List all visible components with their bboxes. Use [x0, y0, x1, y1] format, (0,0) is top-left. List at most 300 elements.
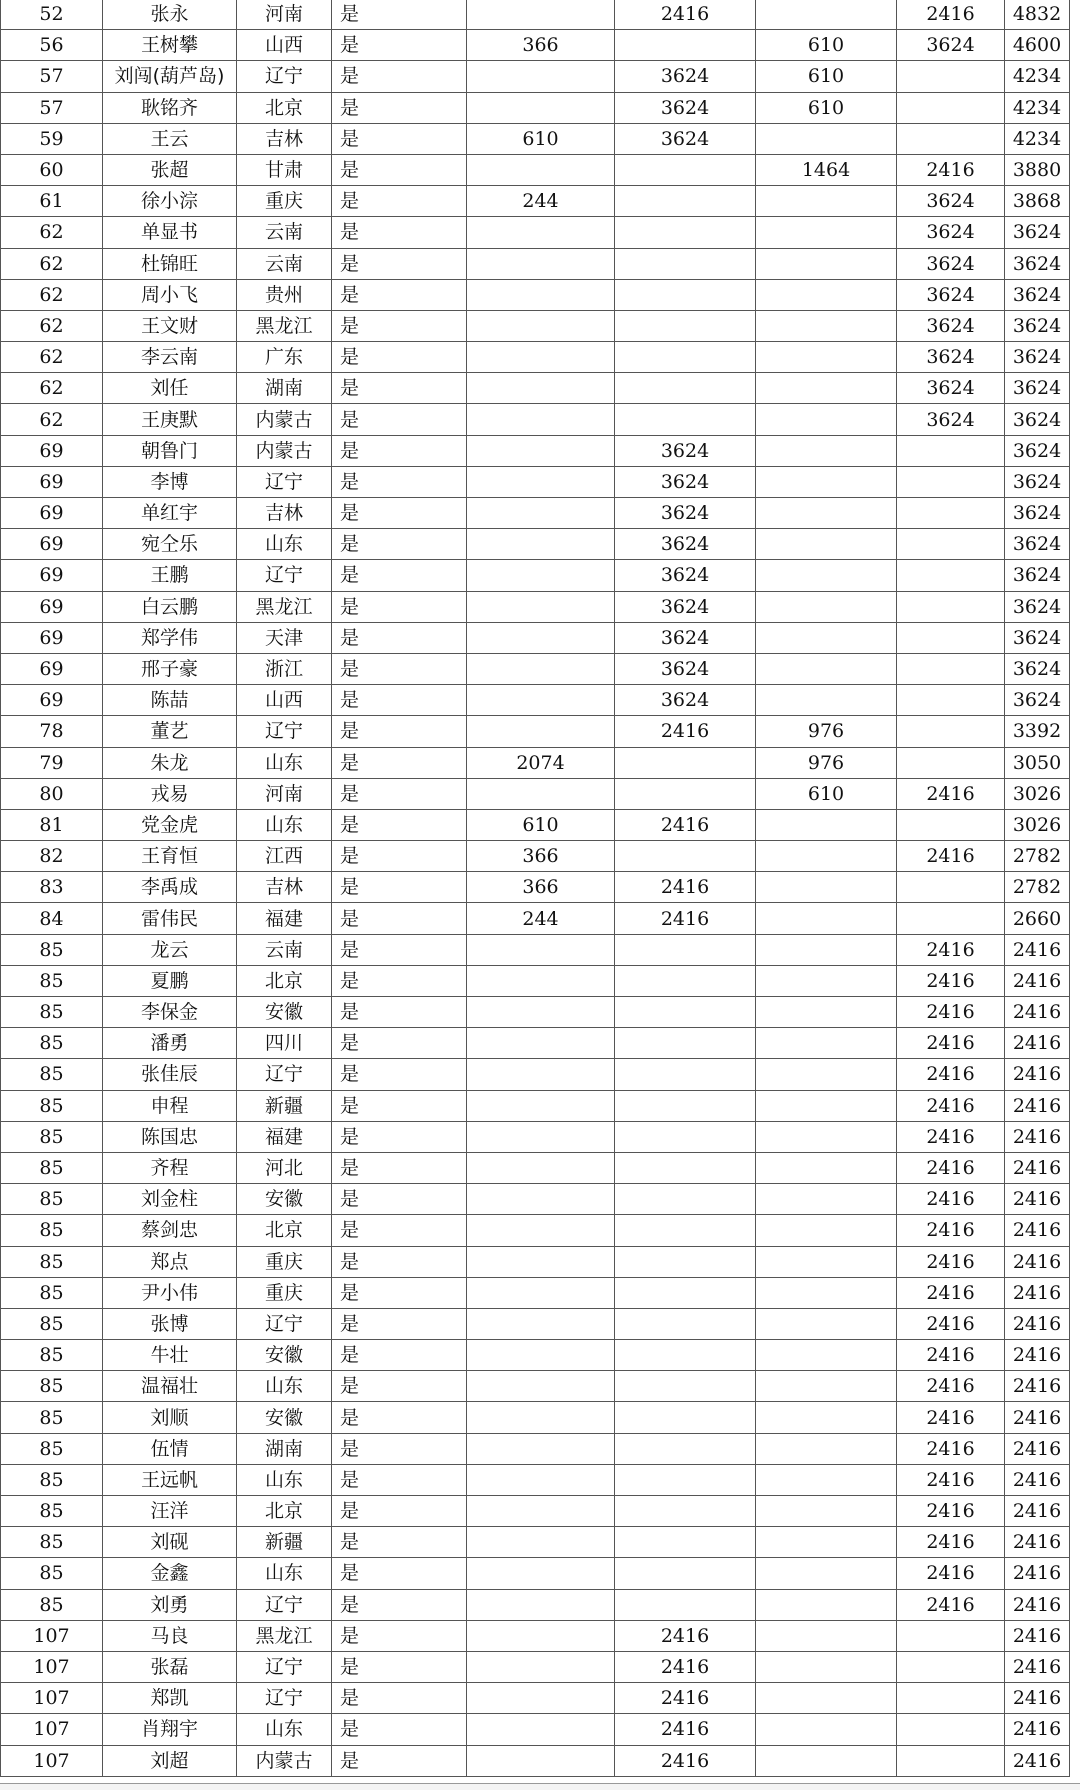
score-b-cell	[615, 1277, 756, 1308]
rank-cell: 62	[1, 404, 103, 435]
score-a-cell	[467, 1433, 615, 1464]
name-cell: 杜锦旺	[103, 248, 237, 279]
rank-cell: 85	[1, 1464, 103, 1495]
province-cell: 安徽	[237, 1184, 332, 1215]
score-a-cell	[467, 1371, 615, 1402]
score-d-cell: 3624	[897, 30, 1005, 61]
score-c-cell	[756, 809, 897, 840]
province-cell: 辽宁	[237, 466, 332, 497]
score-a-cell	[467, 1620, 615, 1651]
total-cell: 3624	[1005, 248, 1070, 279]
score-b-cell: 3624	[615, 591, 756, 622]
score-c-cell	[756, 1371, 897, 1402]
score-c-cell	[756, 1402, 897, 1433]
table-row	[1, 154, 1070, 185]
score-a-cell	[467, 1121, 615, 1152]
province-cell: 河南	[237, 778, 332, 809]
score-c-cell	[756, 1028, 897, 1059]
total-cell: 3624	[1005, 685, 1070, 716]
score-d-cell: 2416	[897, 841, 1005, 872]
score-b-cell	[615, 1028, 756, 1059]
score-a-cell	[467, 778, 615, 809]
score-d-cell: 2416	[897, 1464, 1005, 1495]
score-a-cell: 366	[467, 872, 615, 903]
province-cell: 辽宁	[237, 1308, 332, 1339]
table-row	[1, 1308, 1070, 1339]
score-b-cell	[615, 1090, 756, 1121]
name-cell: 宛仝乐	[103, 529, 237, 560]
flag-cell: 是	[332, 1340, 467, 1371]
name-cell: 朱龙	[103, 747, 237, 778]
rank-cell: 85	[1, 1152, 103, 1183]
total-cell: 3624	[1005, 435, 1070, 466]
table-row	[1, 1714, 1070, 1745]
rank-cell: 85	[1, 934, 103, 965]
total-cell: 2416	[1005, 965, 1070, 996]
flag-cell: 是	[332, 934, 467, 965]
total-cell: 4234	[1005, 61, 1070, 92]
table-row	[1, 1184, 1070, 1215]
flag-cell: 是	[332, 903, 467, 934]
score-c-cell	[756, 965, 897, 996]
score-a-cell	[467, 466, 615, 497]
rank-cell: 107	[1, 1651, 103, 1682]
score-c-cell	[756, 1090, 897, 1121]
total-cell: 2416	[1005, 1464, 1070, 1495]
total-cell: 2416	[1005, 1215, 1070, 1246]
province-cell: 贵州	[237, 279, 332, 310]
score-a-cell	[467, 529, 615, 560]
total-cell: 2416	[1005, 1246, 1070, 1277]
score-d-cell	[897, 747, 1005, 778]
score-d-cell: 2416	[897, 1527, 1005, 1558]
province-cell: 浙江	[237, 653, 332, 684]
score-c-cell	[756, 466, 897, 497]
score-a-cell	[467, 248, 615, 279]
name-cell: 刘勇	[103, 1589, 237, 1620]
flag-cell: 是	[332, 1152, 467, 1183]
province-cell: 黑龙江	[237, 1620, 332, 1651]
score-c-cell	[756, 560, 897, 591]
total-cell: 4600	[1005, 30, 1070, 61]
score-b-cell: 3624	[615, 560, 756, 591]
flag-cell: 是	[332, 310, 467, 341]
table-row	[1, 1277, 1070, 1308]
rank-cell: 85	[1, 1308, 103, 1339]
rank-cell: 107	[1, 1745, 103, 1776]
province-cell: 云南	[237, 217, 332, 248]
table-row	[1, 1340, 1070, 1371]
score-c-cell	[756, 1308, 897, 1339]
name-cell: 刘砚	[103, 1527, 237, 1558]
name-cell: 汪洋	[103, 1496, 237, 1527]
flag-cell: 是	[332, 1402, 467, 1433]
flag-cell: 是	[332, 622, 467, 653]
score-c-cell	[756, 373, 897, 404]
score-c-cell: 1464	[756, 154, 897, 185]
flag-cell: 是	[332, 154, 467, 185]
table-row	[1, 1620, 1070, 1651]
score-c-cell	[756, 1745, 897, 1776]
province-cell: 重庆	[237, 1246, 332, 1277]
rank-cell: 79	[1, 747, 103, 778]
table-row	[1, 342, 1070, 373]
total-cell: 4234	[1005, 92, 1070, 123]
score-c-cell: 976	[756, 747, 897, 778]
province-cell: 黑龙江	[237, 310, 332, 341]
score-a-cell	[467, 1558, 615, 1589]
rank-cell: 81	[1, 809, 103, 840]
province-cell: 辽宁	[237, 1683, 332, 1714]
rank-cell: 85	[1, 1246, 103, 1277]
total-cell: 2660	[1005, 903, 1070, 934]
rank-cell: 69	[1, 498, 103, 529]
score-d-cell: 3624	[897, 342, 1005, 373]
rank-cell: 85	[1, 1558, 103, 1589]
score-d-cell	[897, 529, 1005, 560]
flag-cell: 是	[332, 1714, 467, 1745]
score-b-cell: 2416	[615, 1620, 756, 1651]
score-d-cell	[897, 61, 1005, 92]
score-c-cell	[756, 279, 897, 310]
name-cell: 蔡剑忠	[103, 1215, 237, 1246]
score-b-cell	[615, 154, 756, 185]
score-b-cell	[615, 1464, 756, 1495]
table-row	[1, 435, 1070, 466]
score-a-cell	[467, 560, 615, 591]
table-body	[1, 0, 1070, 1776]
score-c-cell	[756, 1215, 897, 1246]
flag-cell: 是	[332, 965, 467, 996]
score-a-cell	[467, 404, 615, 435]
rank-cell: 69	[1, 529, 103, 560]
flag-cell: 是	[332, 1308, 467, 1339]
province-cell: 江西	[237, 841, 332, 872]
rank-cell: 85	[1, 1527, 103, 1558]
flag-cell: 是	[332, 498, 467, 529]
score-b-cell	[615, 1402, 756, 1433]
score-a-cell	[467, 1496, 615, 1527]
score-d-cell: 2416	[897, 934, 1005, 965]
table-row	[1, 841, 1070, 872]
score-c-cell	[756, 591, 897, 622]
score-d-cell: 2416	[897, 1402, 1005, 1433]
flag-cell: 是	[332, 1683, 467, 1714]
name-cell: 党金虎	[103, 809, 237, 840]
score-c-cell	[756, 123, 897, 154]
score-c-cell	[756, 1589, 897, 1620]
score-a-cell	[467, 310, 615, 341]
score-b-cell: 2416	[615, 1651, 756, 1682]
score-a-cell	[467, 498, 615, 529]
table-row	[1, 310, 1070, 341]
province-cell: 福建	[237, 903, 332, 934]
name-cell: 王云	[103, 123, 237, 154]
rank-cell: 85	[1, 1215, 103, 1246]
score-c-cell	[756, 1246, 897, 1277]
score-d-cell: 2416	[897, 1371, 1005, 1402]
flag-cell: 是	[332, 1246, 467, 1277]
score-d-cell: 2416	[897, 1028, 1005, 1059]
province-cell: 山西	[237, 30, 332, 61]
rank-cell: 85	[1, 997, 103, 1028]
province-cell: 山东	[237, 809, 332, 840]
score-c-cell	[756, 404, 897, 435]
score-a-cell	[467, 435, 615, 466]
score-d-cell: 2416	[897, 997, 1005, 1028]
score-a-cell	[467, 1340, 615, 1371]
score-d-cell	[897, 92, 1005, 123]
score-b-cell	[615, 1371, 756, 1402]
flag-cell: 是	[332, 1558, 467, 1589]
score-a-cell	[467, 154, 615, 185]
score-c-cell	[756, 1620, 897, 1651]
table-row	[1, 1589, 1070, 1620]
table-row	[1, 1558, 1070, 1589]
score-b-cell: 3624	[615, 622, 756, 653]
table-row	[1, 1433, 1070, 1464]
flag-cell: 是	[332, 1620, 467, 1651]
flag-cell: 是	[332, 809, 467, 840]
province-cell: 吉林	[237, 498, 332, 529]
rank-cell: 59	[1, 123, 103, 154]
rank-cell: 69	[1, 622, 103, 653]
score-b-cell: 2416	[615, 809, 756, 840]
score-b-cell	[615, 30, 756, 61]
score-b-cell: 3624	[615, 685, 756, 716]
score-b-cell	[615, 1496, 756, 1527]
score-d-cell: 2416	[897, 1496, 1005, 1527]
score-c-cell	[756, 997, 897, 1028]
table-row	[1, 404, 1070, 435]
score-c-cell	[756, 872, 897, 903]
total-cell: 2416	[1005, 1059, 1070, 1090]
province-cell: 北京	[237, 1496, 332, 1527]
score-b-cell	[615, 1184, 756, 1215]
score-a-cell: 610	[467, 809, 615, 840]
score-b-cell	[615, 1340, 756, 1371]
province-cell: 安徽	[237, 1340, 332, 1371]
name-cell: 李博	[103, 466, 237, 497]
score-b-cell	[615, 1121, 756, 1152]
score-d-cell: 3624	[897, 404, 1005, 435]
score-d-cell	[897, 809, 1005, 840]
rank-cell: 84	[1, 903, 103, 934]
score-d-cell: 3624	[897, 248, 1005, 279]
name-cell: 王鹏	[103, 560, 237, 591]
table-row	[1, 1464, 1070, 1495]
table-row	[1, 1059, 1070, 1090]
name-cell: 刘任	[103, 373, 237, 404]
table-row	[1, 1215, 1070, 1246]
province-cell: 辽宁	[237, 1589, 332, 1620]
rank-cell: 85	[1, 965, 103, 996]
table-row	[1, 1496, 1070, 1527]
score-a-cell: 366	[467, 841, 615, 872]
score-b-cell: 3624	[615, 123, 756, 154]
table-row	[1, 373, 1070, 404]
total-cell: 3624	[1005, 404, 1070, 435]
flag-cell: 是	[332, 373, 467, 404]
score-a-cell	[467, 622, 615, 653]
score-c-cell	[756, 841, 897, 872]
total-cell: 3880	[1005, 154, 1070, 185]
score-b-cell	[615, 841, 756, 872]
name-cell: 单红宇	[103, 498, 237, 529]
score-d-cell: 2416	[897, 1308, 1005, 1339]
flag-cell: 是	[332, 997, 467, 1028]
score-b-cell	[615, 1558, 756, 1589]
score-b-cell: 3624	[615, 466, 756, 497]
total-cell: 2416	[1005, 1308, 1070, 1339]
table-row	[1, 1090, 1070, 1121]
province-cell: 北京	[237, 1215, 332, 1246]
score-d-cell	[897, 1620, 1005, 1651]
score-a-cell	[467, 1745, 615, 1776]
score-a-cell: 610	[467, 123, 615, 154]
total-cell: 2416	[1005, 1589, 1070, 1620]
score-d-cell	[897, 903, 1005, 934]
score-b-cell: 3624	[615, 435, 756, 466]
flag-cell: 是	[332, 685, 467, 716]
province-cell: 河南	[237, 0, 332, 30]
flag-cell: 是	[332, 778, 467, 809]
rank-cell: 85	[1, 1184, 103, 1215]
total-cell: 3868	[1005, 186, 1070, 217]
table-row	[1, 872, 1070, 903]
table-row	[1, 560, 1070, 591]
total-cell: 2416	[1005, 997, 1070, 1028]
total-cell: 2416	[1005, 1496, 1070, 1527]
name-cell: 马良	[103, 1620, 237, 1651]
rank-cell: 62	[1, 217, 103, 248]
province-cell: 安徽	[237, 1402, 332, 1433]
name-cell: 郑学伟	[103, 622, 237, 653]
flag-cell: 是	[332, 1464, 467, 1495]
score-d-cell: 3624	[897, 310, 1005, 341]
score-d-cell: 2416	[897, 1589, 1005, 1620]
score-a-cell: 244	[467, 186, 615, 217]
score-d-cell	[897, 716, 1005, 747]
rank-cell: 85	[1, 1589, 103, 1620]
score-d-cell: 3624	[897, 373, 1005, 404]
score-d-cell: 2416	[897, 1184, 1005, 1215]
score-a-cell	[467, 1246, 615, 1277]
total-cell: 2416	[1005, 1651, 1070, 1682]
score-b-cell	[615, 965, 756, 996]
name-cell: 牛壮	[103, 1340, 237, 1371]
score-d-cell: 2416	[897, 778, 1005, 809]
province-cell: 辽宁	[237, 61, 332, 92]
score-d-cell: 2416	[897, 1433, 1005, 1464]
score-a-cell	[467, 0, 615, 30]
table-row	[1, 747, 1070, 778]
score-c-cell	[756, 903, 897, 934]
province-cell: 新疆	[237, 1090, 332, 1121]
name-cell: 夏鹏	[103, 965, 237, 996]
name-cell: 潘勇	[103, 1028, 237, 1059]
score-b-cell	[615, 310, 756, 341]
table-row	[1, 809, 1070, 840]
flag-cell: 是	[332, 123, 467, 154]
name-cell: 郑凯	[103, 1683, 237, 1714]
rank-cell: 60	[1, 154, 103, 185]
score-c-cell	[756, 310, 897, 341]
score-b-cell: 3624	[615, 61, 756, 92]
score-b-cell	[615, 1059, 756, 1090]
score-c-cell	[756, 217, 897, 248]
name-cell: 董艺	[103, 716, 237, 747]
total-cell: 3624	[1005, 622, 1070, 653]
table-row	[1, 1121, 1070, 1152]
table-row	[1, 1745, 1070, 1776]
name-cell: 郑点	[103, 1246, 237, 1277]
table-row	[1, 30, 1070, 61]
flag-cell: 是	[332, 92, 467, 123]
rank-cell: 83	[1, 872, 103, 903]
province-cell: 辽宁	[237, 716, 332, 747]
name-cell: 邢子豪	[103, 653, 237, 684]
table-row	[1, 997, 1070, 1028]
province-cell: 安徽	[237, 997, 332, 1028]
score-b-cell	[615, 934, 756, 965]
name-cell: 朝鲁门	[103, 435, 237, 466]
province-cell: 福建	[237, 1121, 332, 1152]
score-c-cell	[756, 1558, 897, 1589]
province-cell: 北京	[237, 965, 332, 996]
province-cell: 重庆	[237, 186, 332, 217]
total-cell: 2782	[1005, 841, 1070, 872]
score-b-cell	[615, 404, 756, 435]
score-a-cell	[467, 1464, 615, 1495]
total-cell: 2416	[1005, 1714, 1070, 1745]
table-row	[1, 1028, 1070, 1059]
score-b-cell: 2416	[615, 1714, 756, 1745]
province-cell: 辽宁	[237, 1651, 332, 1682]
score-d-cell	[897, 1745, 1005, 1776]
flag-cell: 是	[332, 591, 467, 622]
flag-cell: 是	[332, 747, 467, 778]
rank-cell: 82	[1, 841, 103, 872]
flag-cell: 是	[332, 653, 467, 684]
score-d-cell: 2416	[897, 1090, 1005, 1121]
rank-cell: 80	[1, 778, 103, 809]
name-cell: 龙云	[103, 934, 237, 965]
score-d-cell: 2416	[897, 154, 1005, 185]
table-row	[1, 529, 1070, 560]
name-cell: 徐小淙	[103, 186, 237, 217]
table-row	[1, 778, 1070, 809]
table-row	[1, 1371, 1070, 1402]
province-cell: 山东	[237, 747, 332, 778]
name-cell: 王育恒	[103, 841, 237, 872]
score-c-cell	[756, 653, 897, 684]
rank-cell: 85	[1, 1090, 103, 1121]
score-b-cell: 3624	[615, 92, 756, 123]
province-cell: 吉林	[237, 123, 332, 154]
table-row	[1, 92, 1070, 123]
score-d-cell: 2416	[897, 1059, 1005, 1090]
score-a-cell	[467, 965, 615, 996]
score-d-cell	[897, 560, 1005, 591]
score-b-cell	[615, 1152, 756, 1183]
score-b-cell	[615, 248, 756, 279]
rank-cell: 85	[1, 1059, 103, 1090]
score-c-cell	[756, 0, 897, 30]
flag-cell: 是	[332, 841, 467, 872]
score-c-cell: 976	[756, 716, 897, 747]
province-cell: 山东	[237, 1371, 332, 1402]
